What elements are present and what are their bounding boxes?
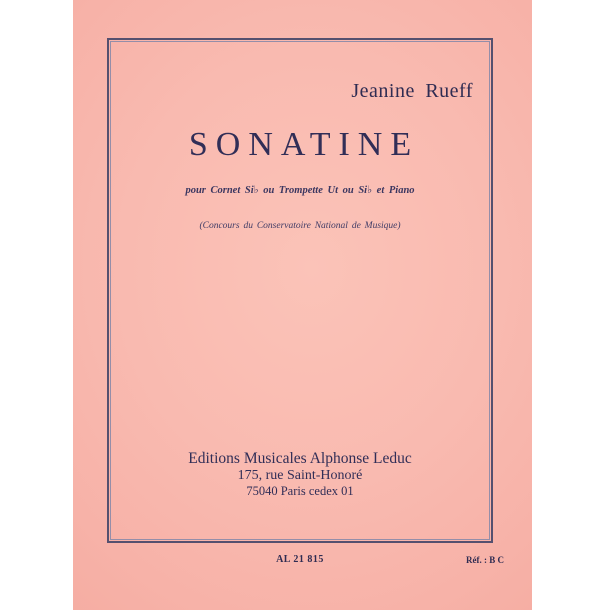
plate-number: AL 21 815 (276, 554, 324, 565)
competition-note: (Concours du Conservatoire National de Musique) (199, 221, 401, 231)
work-title: SONATINE (188, 126, 420, 163)
author-name: Jeanine Rueff (351, 80, 473, 102)
publisher-name: Editions Musicales Alphonse Leduc (188, 450, 412, 467)
publisher-street-address: 175, rue Saint-Honoré (237, 468, 363, 483)
publisher-block (109, 450, 491, 499)
reference-code: Réf. : B C (466, 555, 504, 565)
cover-page (73, 0, 532, 610)
publisher-city-address: 75040 Paris cedex 01 (246, 484, 354, 498)
border-frame (107, 38, 493, 543)
instrumentation-subtitle: pour Cornet Si♭ ou Trompette Ut ou Si♭ et Piano (185, 185, 415, 196)
